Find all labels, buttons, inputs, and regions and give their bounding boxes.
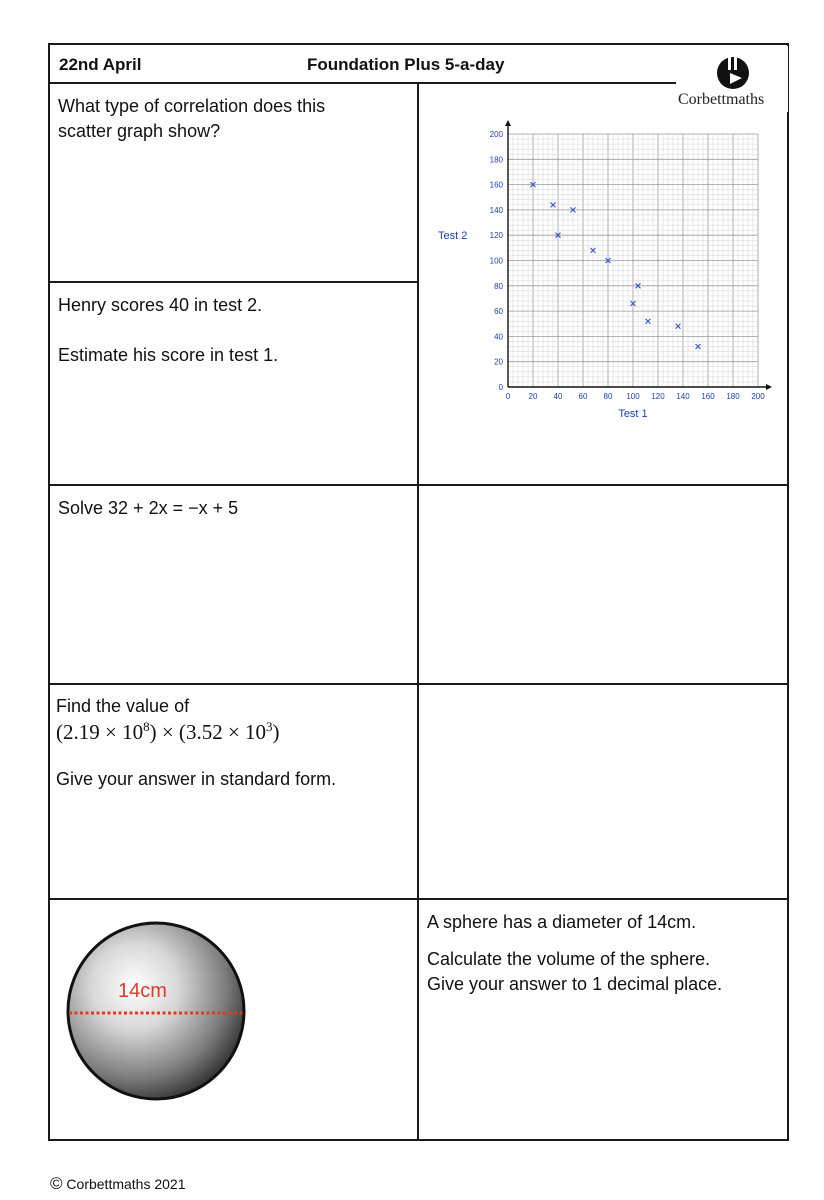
y-axis-arrow-icon xyxy=(505,120,511,126)
question-4-line-2: Give your answer in standard form. xyxy=(56,769,337,789)
question-2-line-1: Henry scores 40 in test 2. xyxy=(58,295,263,315)
y-tick-label: 160 xyxy=(489,180,503,190)
question-5-line-3: Give your answer to 1 decimal place. xyxy=(427,974,723,994)
header-title: Foundation Plus 5-a-day xyxy=(307,55,505,74)
footer-text: Corbettmaths 2021 xyxy=(66,1176,186,1192)
y-tick-label: 200 xyxy=(489,130,503,139)
y-tick-label: 60 xyxy=(494,307,503,317)
x-tick-label: 200 xyxy=(751,392,765,401)
question-1-line-1: What type of correlation does this xyxy=(58,96,326,116)
y-tick-label: 40 xyxy=(494,332,503,342)
scatter-graph xyxy=(420,100,786,460)
y-tick-label: 140 xyxy=(489,205,503,215)
x-tick-label: 160 xyxy=(701,392,715,401)
row-divider-4 xyxy=(48,898,789,900)
question-1-line-2: scatter graph show? xyxy=(58,121,221,141)
table-border-top xyxy=(48,43,789,45)
table-border-left xyxy=(48,43,50,1141)
question-2-line-2: Estimate his score in test 1. xyxy=(58,345,279,365)
y-tick-label: 100 xyxy=(489,256,503,266)
y-tick-label: 20 xyxy=(494,357,503,367)
question-5 xyxy=(427,910,722,997)
logo-text: Corbettmaths xyxy=(678,91,765,108)
y-axis-label: Test 2 xyxy=(438,230,468,243)
y-tick-label: 0 xyxy=(498,383,503,392)
x-tick-label: 120 xyxy=(651,392,665,401)
x-tick-label: 180 xyxy=(726,392,740,401)
x-axis-arrow-icon xyxy=(766,384,772,390)
header-date: 22nd April xyxy=(59,55,142,74)
diameter-label: 14cm xyxy=(118,980,167,1002)
expr-a: 2.19 xyxy=(63,720,100,744)
y-tick-label: 120 xyxy=(489,231,503,241)
sphere xyxy=(68,923,244,1099)
logo-emblem-icon xyxy=(676,46,788,90)
expr-b: 3.52 xyxy=(185,720,223,744)
x-tick-label: 140 xyxy=(676,392,690,401)
x-tick-label: 0 xyxy=(505,392,511,401)
x-tick-label: 80 xyxy=(603,392,613,401)
question-1 xyxy=(58,94,325,144)
question-2 xyxy=(58,293,278,368)
expr-exp-a: 8 xyxy=(143,719,150,734)
table-border-right xyxy=(787,43,789,1141)
x-tick-label: 40 xyxy=(553,392,563,401)
question-4-line-1: Find the value of xyxy=(56,696,190,716)
column-divider xyxy=(417,82,419,1140)
row-divider-q1-q2 xyxy=(48,281,418,283)
expr-exp-b: 3 xyxy=(266,719,273,734)
x-tick-label: 20 xyxy=(528,392,538,401)
y-tick-label: 180 xyxy=(489,155,503,165)
x-tick-label: 60 xyxy=(578,392,588,401)
x-axis-label: Test 1 xyxy=(618,408,648,420)
table-border-bottom xyxy=(48,1139,789,1141)
question-5-line-2: Calculate the volume of the sphere. xyxy=(427,949,711,969)
question-5-line-1: A sphere has a diameter of 14cm. xyxy=(427,912,697,932)
standard-form-expression: $(2.19 \times 10^8) \times (3.52 \times 10^3)$ xyxy=(56,719,280,744)
sphere-diagram xyxy=(60,915,260,1115)
copyright-icon: © xyxy=(50,1174,63,1193)
footer xyxy=(50,1174,186,1194)
row-divider-2 xyxy=(48,484,789,486)
question-4 xyxy=(56,694,336,792)
x-tick-label: 100 xyxy=(626,392,640,401)
y-tick-label: 80 xyxy=(494,281,503,291)
row-divider-3 xyxy=(48,683,789,685)
question-3: Solve 32 + 2x = −x + 5 xyxy=(58,498,239,518)
